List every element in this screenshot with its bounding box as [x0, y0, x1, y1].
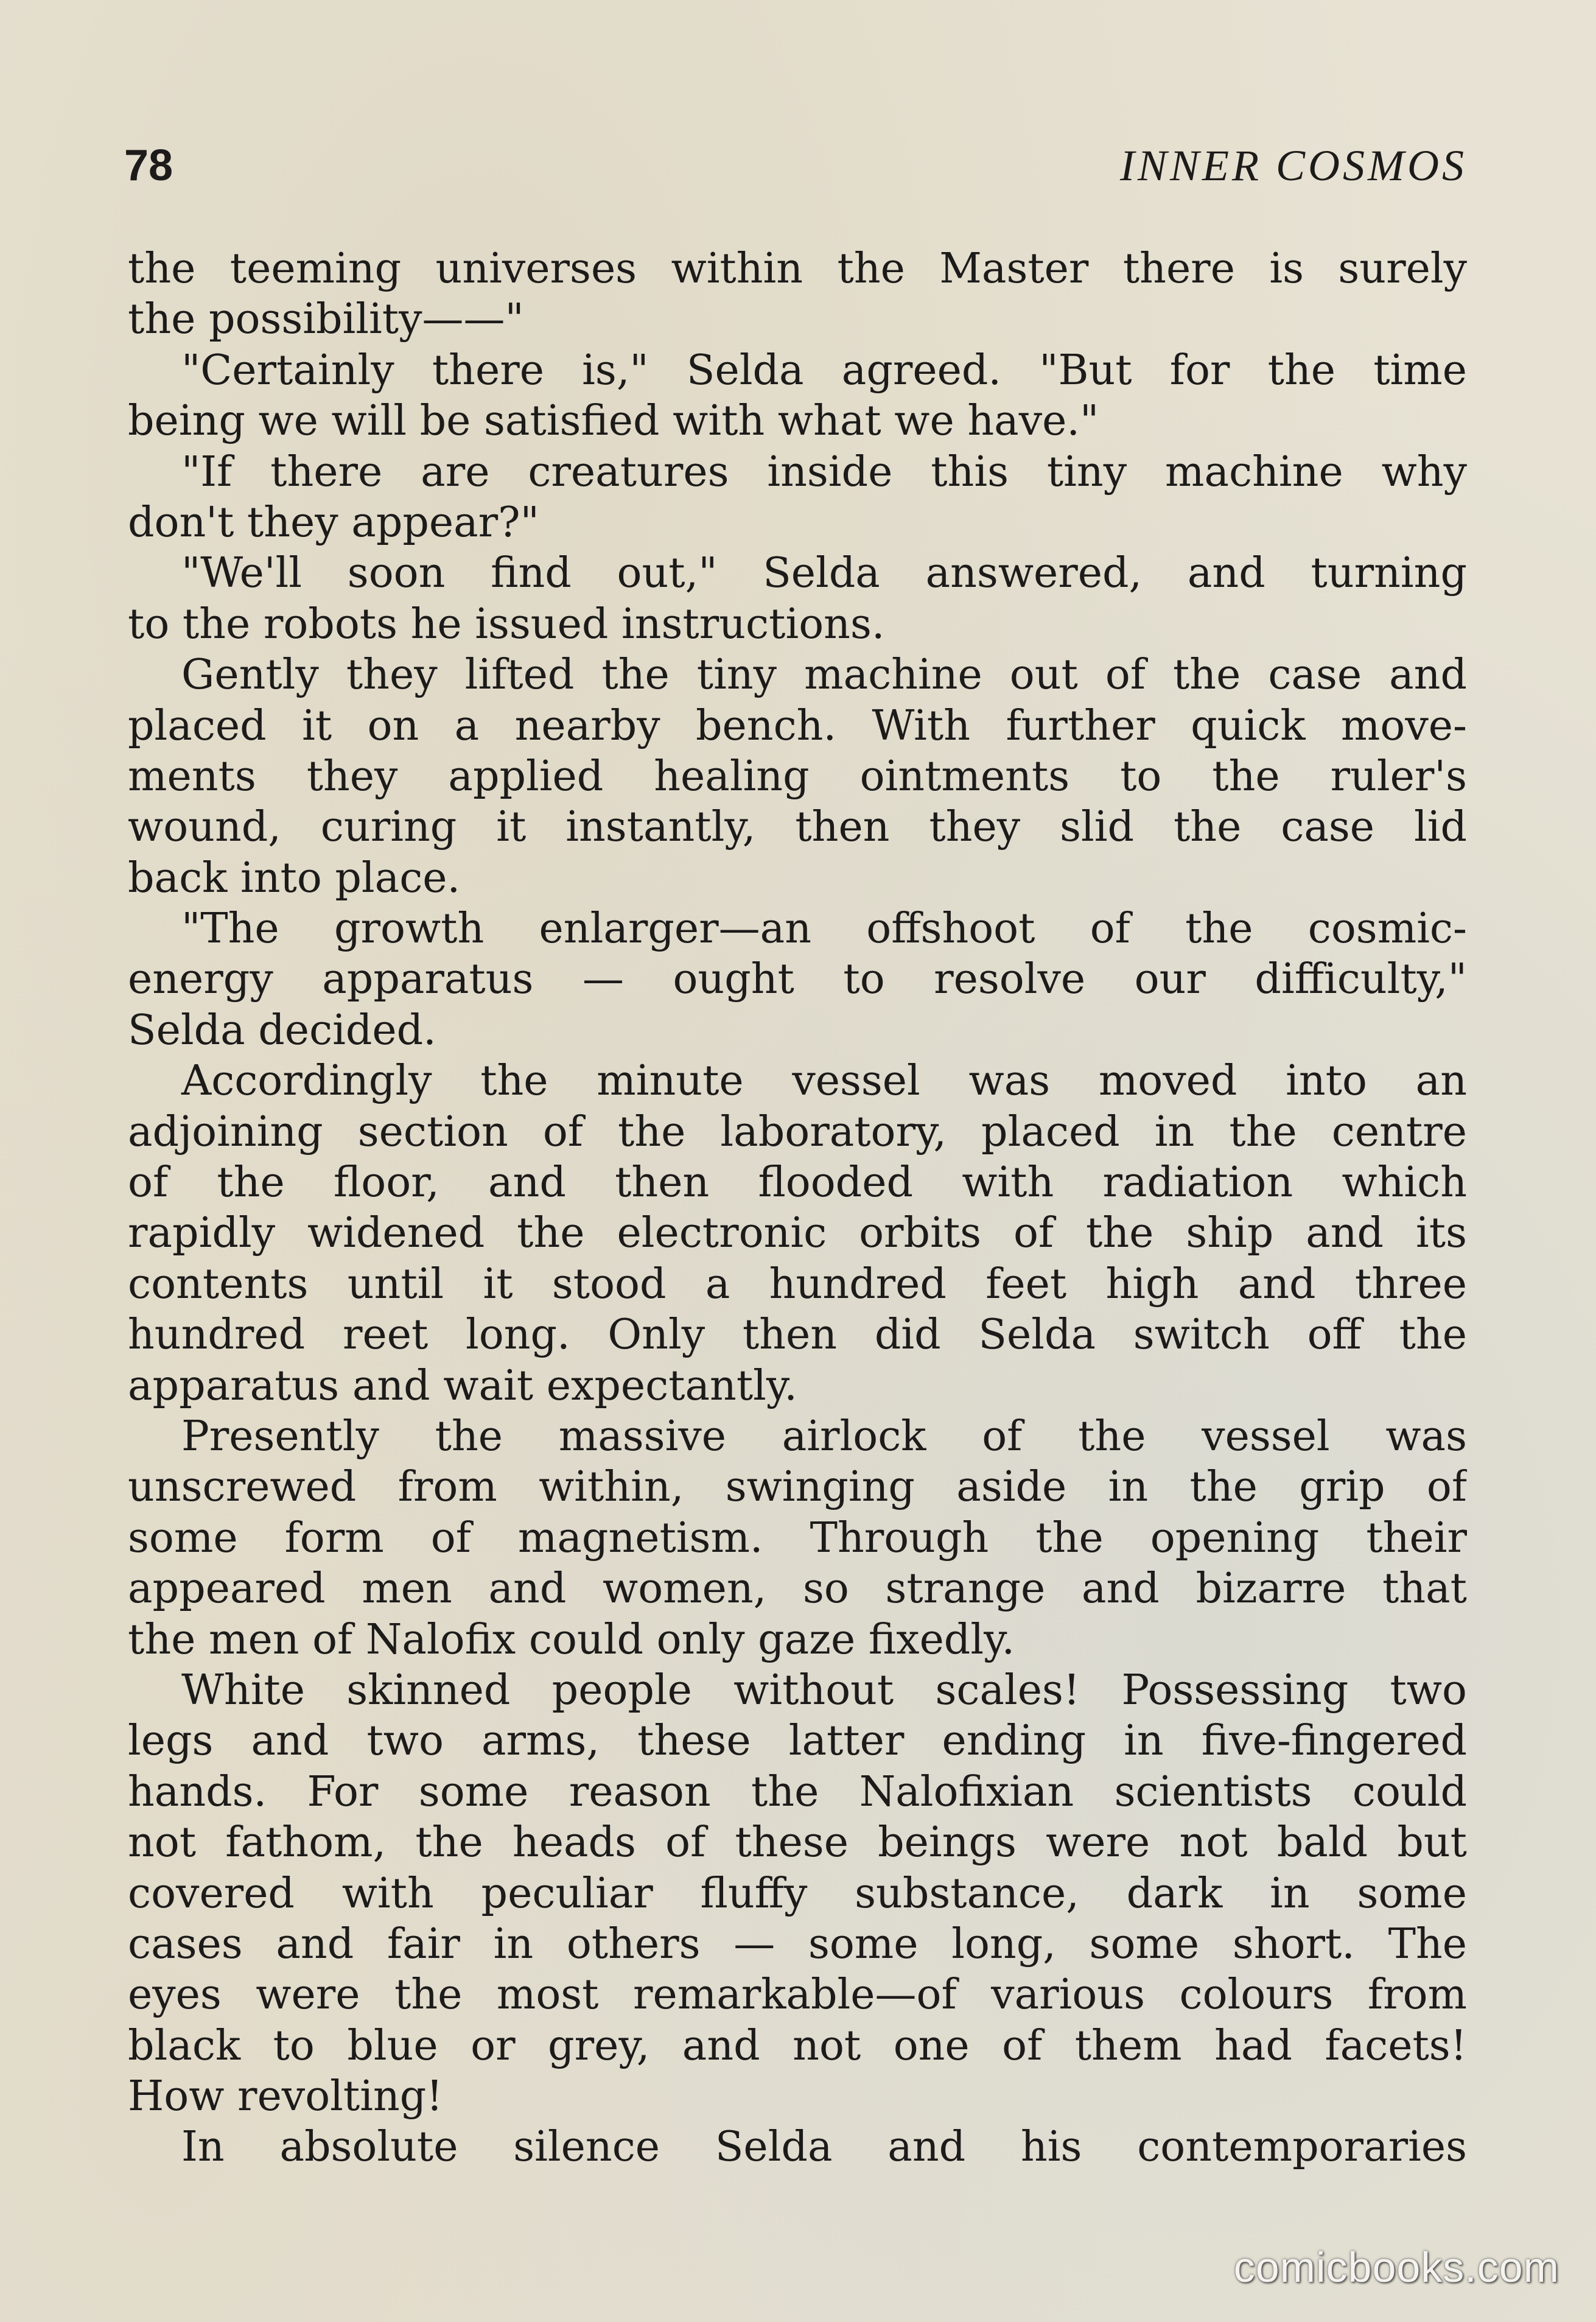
- text-line: some form of magnetism. Through the opening their: [128, 1514, 1467, 1562]
- text-line: rapidly widened the electronic orbits of the ship and its: [128, 1209, 1467, 1258]
- text-line: wound, curing it instantly, then they slid the case lid: [128, 803, 1467, 852]
- text-line: cases and fair in others — some long, some short. The: [128, 1920, 1467, 1968]
- text-line: appeared men and women, so strange and bizarre that: [128, 1565, 1467, 1613]
- text-line: Presently the massive airlock of the vessel was: [181, 1412, 1467, 1461]
- text-line: "We'll soon find out," Selda answered, and turning: [181, 549, 1467, 598]
- text-line: black to blue or grey, and not one of them had facets!: [128, 2021, 1467, 2070]
- text-line: the men of Nalofix could only gaze fixedly.: [128, 1615, 1015, 1664]
- text-line: legs and two arms, these latter ending in five-fingered: [128, 1717, 1467, 1766]
- text-line: White skinned people without scales! Possessing two: [181, 1666, 1467, 1714]
- text-line: don't they appear?": [128, 498, 539, 547]
- text-line: of the floor, and then flooded with radiation which: [128, 1159, 1467, 1207]
- text-line: "The growth enlarger—an offshoot of the cosmic-: [181, 905, 1467, 953]
- text-line: being we will be satisfied with what we have.": [128, 397, 1099, 446]
- text-line: adjoining section of the laboratory, placed in the centre: [128, 1107, 1467, 1156]
- text-line: "If there are creatures inside this tiny machine why: [181, 447, 1467, 496]
- text-line: covered with peculiar fluffy substance, dark in some: [128, 1869, 1467, 1918]
- text-line: ments they applied healing ointments to the ruler's: [128, 752, 1467, 801]
- text-line: the teeming universes within the Master there is surely: [128, 245, 1467, 293]
- running-head: INNER COSMOS: [1120, 141, 1467, 190]
- text-line: hands. For some reason the Nalofixian scientists could: [128, 1767, 1467, 1816]
- text-line: "Certainly there is," Selda agreed. "But for the time: [181, 346, 1467, 395]
- text-line: Gently they lifted the tiny machine out of the case and: [181, 651, 1467, 700]
- text-line: eyes were the most remarkable—of various colours from: [128, 1971, 1467, 2019]
- text-line: hundred reet long. Only then did Selda switch off the: [128, 1311, 1467, 1359]
- text-line: the possibility——": [128, 295, 524, 344]
- text-line: In absolute silence Selda and his contemporaries: [181, 2123, 1467, 2172]
- text-line: contents until it stood a hundred feet high and three: [128, 1260, 1467, 1308]
- text-line: to the robots he issued instructions.: [128, 600, 885, 648]
- text-line: Selda decided.: [128, 1006, 436, 1054]
- text-line: not fathom, the heads of these beings were not bald but: [128, 1819, 1467, 1867]
- text-line: unscrewed from within, swinging aside in the grip of: [128, 1463, 1467, 1512]
- text-line: energy apparatus — ought to resolve our difficulty,": [128, 955, 1467, 1004]
- page-number: 78: [124, 141, 173, 190]
- page-header: [124, 135, 1467, 196]
- text-line: placed it on a nearby bench. With further quick move-: [128, 701, 1467, 750]
- text-line: back into place.: [128, 854, 461, 902]
- text-line: How revolting!: [128, 2072, 443, 2121]
- text-line: Accordingly the minute vessel was moved into an: [181, 1057, 1467, 1106]
- watermark: comicbooks.com: [1233, 2243, 1559, 2291]
- text-line: apparatus and wait expectantly.: [128, 1361, 797, 1410]
- body-text: [128, 244, 1467, 2173]
